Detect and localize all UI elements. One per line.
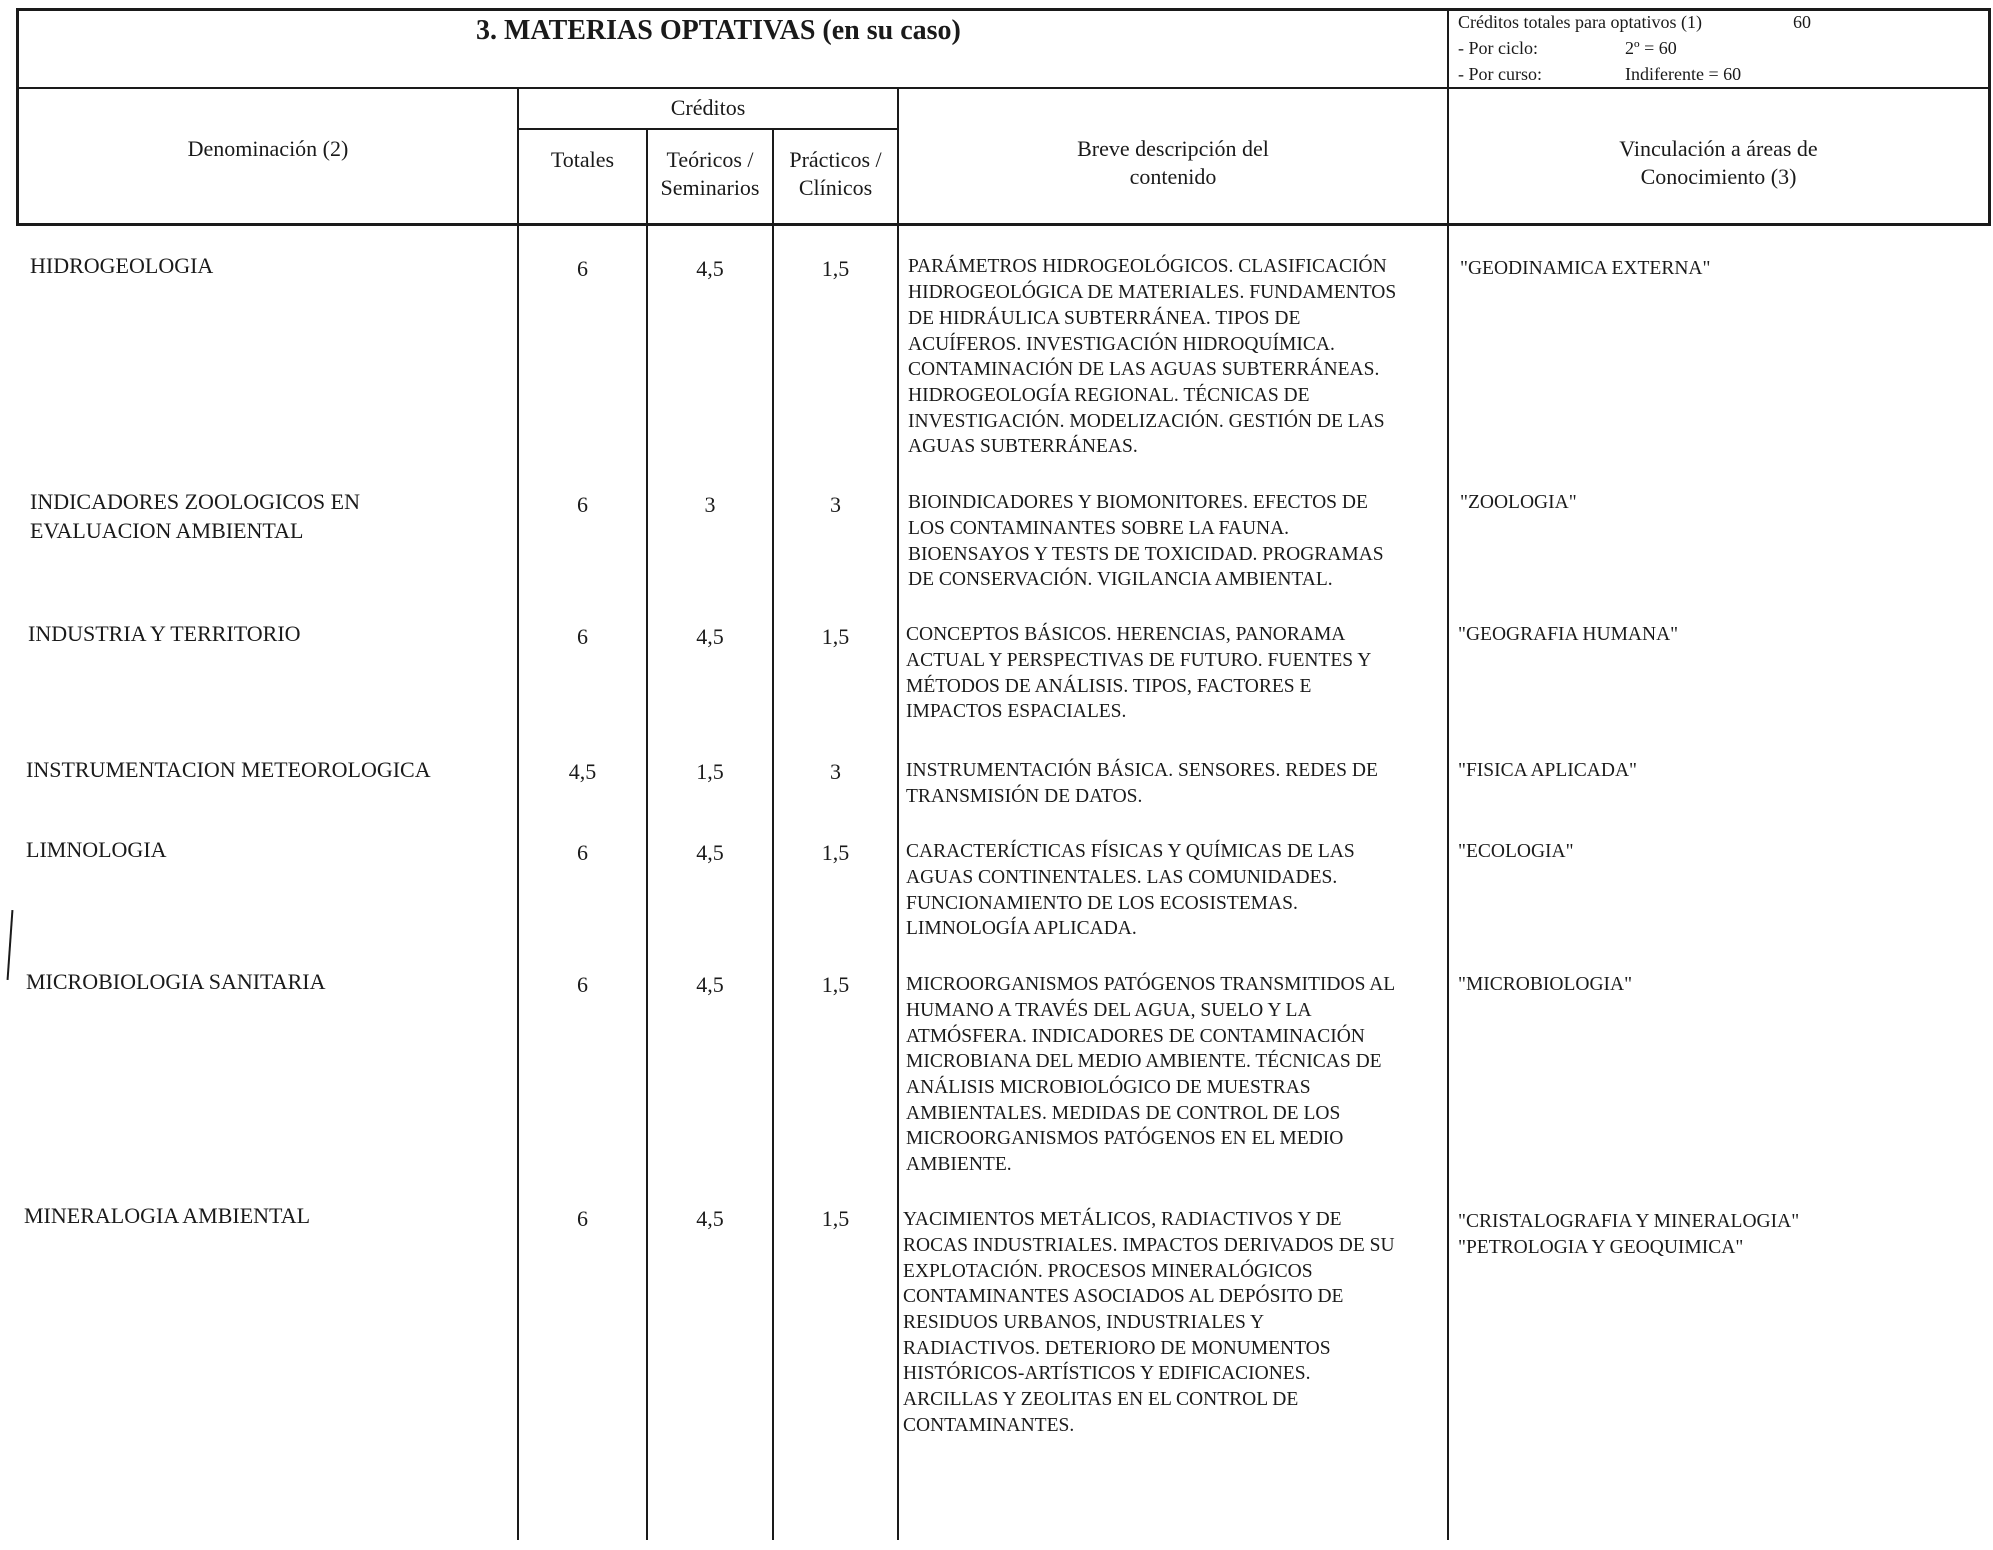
row-descripcion-line: HIDROGEOLOGÍA REGIONAL. TÉCNICAS DE bbox=[908, 385, 1310, 406]
row-descripcion-line: HISTÓRICOS-ARTÍSTICOS Y EDIFICACIONES. bbox=[903, 1363, 1311, 1384]
row-descripcion-line: TRANSMISIÓN DE DATOS. bbox=[906, 786, 1143, 807]
border-top bbox=[16, 8, 1991, 11]
row-teoricos: 4,5 bbox=[696, 972, 724, 997]
row-descripcion-line: ANÁLISIS MICROBIOLÓGICO DE MUESTRAS bbox=[906, 1077, 1311, 1098]
row-practicos: 3 bbox=[830, 759, 841, 784]
row-descripcion-line: CONCEPTOS BÁSICOS. HERENCIAS, PANORAMA bbox=[906, 624, 1346, 645]
row-totales: 6 bbox=[577, 256, 588, 281]
row-descripcion-line: CONTAMINANTES. bbox=[903, 1415, 1075, 1436]
row-totales: 4,5 bbox=[568, 759, 597, 784]
row-descripcion-line: CONTAMINACIÓN DE LAS AGUAS SUBTERRÁNEAS. bbox=[908, 359, 1380, 380]
row-descripcion-line: AGUAS SUBTERRÁNEAS. bbox=[908, 436, 1138, 457]
header-bottom bbox=[16, 223, 1991, 226]
row-practicos: 1,5 bbox=[821, 1206, 850, 1231]
row-descripcion-line: LOS CONTAMINANTES SOBRE LA FAUNA. bbox=[908, 518, 1290, 539]
row-area: "GEODINAMICA EXTERNA" bbox=[1460, 258, 1711, 279]
col-header-vinculacion-1: Vinculación a áreas de bbox=[1619, 136, 1818, 161]
row-descripcion-line: ARCILLAS Y ZEOLITAS EN EL CONTROL DE bbox=[903, 1389, 1299, 1410]
por-ciclo-value: 2º = 60 bbox=[1625, 38, 1677, 58]
row-denominacion: INSTRUMENTACION METEOROLOGICA bbox=[26, 757, 431, 782]
col-header-descripcion-1: Breve descripción del bbox=[1077, 136, 1269, 161]
row-descripcion-line: HIDROGEOLÓGICA DE MATERIALES. FUNDAMENTOS bbox=[908, 282, 1397, 303]
row-teoricos: 4,5 bbox=[696, 256, 724, 281]
row-descripcion-line: ACTUAL Y PERSPECTIVAS DE FUTURO. FUENTES Y bbox=[906, 650, 1372, 671]
scan-mark bbox=[7, 910, 14, 980]
row-area: "ZOOLOGIA" bbox=[1460, 492, 1577, 513]
title-divider bbox=[16, 87, 1991, 89]
row-denominacion: LIMNOLOGIA bbox=[26, 837, 167, 862]
row-descripcion-line: MICROORGANISMOS PATÓGENOS TRANSMITIDOS AL bbox=[906, 974, 1396, 995]
row-descripcion-line: ROCAS INDUSTRIALES. IMPACTOS DERIVADOS DE SU bbox=[903, 1235, 1395, 1256]
col-header-creditos: Créditos bbox=[670, 95, 746, 120]
row-descripcion-line: MICROBIANA DEL MEDIO AMBIENTE. TÉCNICAS DE bbox=[906, 1051, 1382, 1072]
col-sep-4 bbox=[897, 87, 899, 1540]
row-descripcion-line: DE CONSERVACIÓN. VIGILANCIA AMBIENTAL. bbox=[908, 569, 1333, 590]
col-header-descripcion-2: contenido bbox=[1129, 164, 1217, 189]
row-practicos: 1,5 bbox=[821, 840, 850, 865]
row-descripcion-line: DE HIDRÁULICA SUBTERRÁNEA. TIPOS DE bbox=[908, 308, 1301, 329]
row-area: "FISICA APLICADA" bbox=[1458, 760, 1637, 781]
row-descripcion-line: AMBIENTALES. MEDIDAS DE CONTROL DE LOS bbox=[906, 1103, 1341, 1124]
row-area: "MICROBIOLOGIA" bbox=[1458, 974, 1633, 995]
title-right-separator bbox=[1447, 8, 1449, 88]
row-descripcion-line: MÉTODOS DE ANÁLISIS. TIPOS, FACTORES E bbox=[906, 676, 1312, 697]
row-teoricos: 1,5 bbox=[696, 759, 724, 784]
row-area: "PETROLOGIA Y GEOQUIMICA" bbox=[1458, 1237, 1744, 1258]
row-totales: 6 bbox=[577, 972, 588, 997]
col-header-vinculacion-2: Conocimiento (3) bbox=[1640, 164, 1797, 189]
row-area: "CRISTALOGRAFIA Y MINERALOGIA" bbox=[1458, 1211, 1800, 1232]
row-descripcion-line: RADIACTIVOS. DETERIORO DE MONUMENTOS bbox=[903, 1338, 1331, 1359]
col-sep-3b bbox=[772, 226, 774, 1540]
row-practicos: 1,5 bbox=[821, 256, 850, 281]
row-descripcion-line: CARACTERÍCTICAS FÍSICAS Y QUÍMICAS DE LAS bbox=[906, 841, 1355, 862]
row-practicos: 1,5 bbox=[821, 624, 850, 649]
row-totales: 6 bbox=[577, 624, 588, 649]
row-denominacion: INDUSTRIA Y TERRITORIO bbox=[28, 621, 301, 646]
row-denominacion: MICROBIOLOGIA SANITARIA bbox=[26, 969, 326, 994]
col-sep-2b bbox=[646, 226, 648, 1540]
row-descripcion-line: AMBIENTE. bbox=[906, 1154, 1012, 1175]
row-descripcion-line: HUMANO A TRAVÉS DEL AGUA, SUELO Y LA bbox=[906, 1000, 1312, 1021]
row-practicos: 1,5 bbox=[821, 972, 850, 997]
row-descripcion-line: BIOINDICADORES Y BIOMONITORES. EFECTOS DE bbox=[908, 492, 1368, 513]
col-header-practicos-2: Clínicos bbox=[798, 175, 873, 200]
row-totales: 6 bbox=[577, 1206, 588, 1231]
row-descripcion-line: MICROORGANISMOS PATÓGENOS EN EL MEDIO bbox=[906, 1128, 1344, 1149]
page-title: 3. MATERIAS OPTATIVAS (en su caso) bbox=[476, 15, 961, 46]
col-sep-1 bbox=[517, 87, 519, 1540]
row-teoricos: 4,5 bbox=[696, 840, 724, 865]
row-descripcion-line: PARÁMETROS HIDROGEOLÓGICOS. CLASIFICACIÓN bbox=[908, 256, 1387, 277]
row-teoricos: 4,5 bbox=[696, 1206, 724, 1231]
row-denominacion: INDICADORES ZOOLOGICOS EN bbox=[30, 489, 360, 514]
row-area: "GEOGRAFIA HUMANA" bbox=[1458, 624, 1679, 645]
por-ciclo-label: - Por ciclo: bbox=[1458, 38, 1538, 58]
col-header-teoricos-2: Seminarios bbox=[660, 175, 760, 200]
por-curso-value: Indiferente = 60 bbox=[1625, 64, 1742, 84]
row-teoricos: 3 bbox=[704, 492, 716, 517]
credits-total-value: 60 bbox=[1793, 12, 1811, 32]
border-right bbox=[1988, 8, 1991, 226]
row-totales: 6 bbox=[577, 492, 588, 517]
creditos-underline bbox=[517, 128, 897, 130]
row-descripcion-line: CONTAMINANTES ASOCIADOS AL DEPÓSITO DE bbox=[903, 1286, 1344, 1307]
row-denominacion: MINERALOGIA AMBIENTAL bbox=[24, 1203, 311, 1228]
row-area: "ECOLOGIA" bbox=[1458, 841, 1574, 862]
row-descripcion-line: LIMNOLOGÍA APLICADA. bbox=[906, 918, 1137, 939]
col-sep-5 bbox=[1447, 87, 1449, 1540]
col-header-totales: Totales bbox=[550, 147, 615, 172]
credits-total-label: Créditos totales para optativos (1) bbox=[1458, 12, 1702, 32]
row-descripcion-line: EXPLOTACIÓN. PROCESOS MINERALÓGICOS bbox=[903, 1261, 1313, 1282]
row-descripcion-line: AGUAS CONTINENTALES. LAS COMUNIDADES. bbox=[906, 867, 1338, 888]
row-teoricos: 4,5 bbox=[696, 624, 724, 649]
row-descripcion-line: BIOENSAYOS Y TESTS DE TOXICIDAD. PROGRAMAS bbox=[908, 544, 1384, 565]
border-left bbox=[16, 8, 19, 226]
col-header-denominacion: Denominación (2) bbox=[187, 136, 349, 161]
row-descripcion-line: INSTRUMENTACIÓN BÁSICA. SENSORES. REDES DE bbox=[906, 760, 1378, 781]
row-descripcion-line: YACIMIENTOS METÁLICOS, RADIACTIVOS Y DE bbox=[903, 1209, 1342, 1230]
row-descripcion-line: ACUÍFEROS. INVESTIGACIÓN HIDROQUÍMICA. bbox=[908, 334, 1335, 355]
row-practicos: 3 bbox=[830, 492, 841, 517]
row-totales: 6 bbox=[577, 840, 588, 865]
col-header-teoricos-1: Teóricos / bbox=[666, 147, 754, 172]
row-denominacion: HIDROGEOLOGIA bbox=[30, 253, 214, 278]
row-descripcion-line: RESIDUOS URBANOS, INDUSTRIALES Y bbox=[903, 1312, 1265, 1333]
row-descripcion-line: ATMÓSFERA. INDICADORES DE CONTAMINACIÓN bbox=[906, 1026, 1365, 1047]
row-descripcion-line: INVESTIGACIÓN. MODELIZACIÓN. GESTIÓN DE LAS bbox=[908, 411, 1385, 432]
col-header-practicos-1: Prácticos / bbox=[789, 147, 882, 172]
row-descripcion-line: FUNCIONAMIENTO DE LOS ECOSISTEMAS. bbox=[906, 893, 1298, 914]
row-descripcion-line: IMPACTOS ESPACIALES. bbox=[906, 701, 1127, 722]
por-curso-label: - Por curso: bbox=[1458, 64, 1542, 84]
row-denominacion: EVALUACION AMBIENTAL bbox=[30, 518, 304, 543]
